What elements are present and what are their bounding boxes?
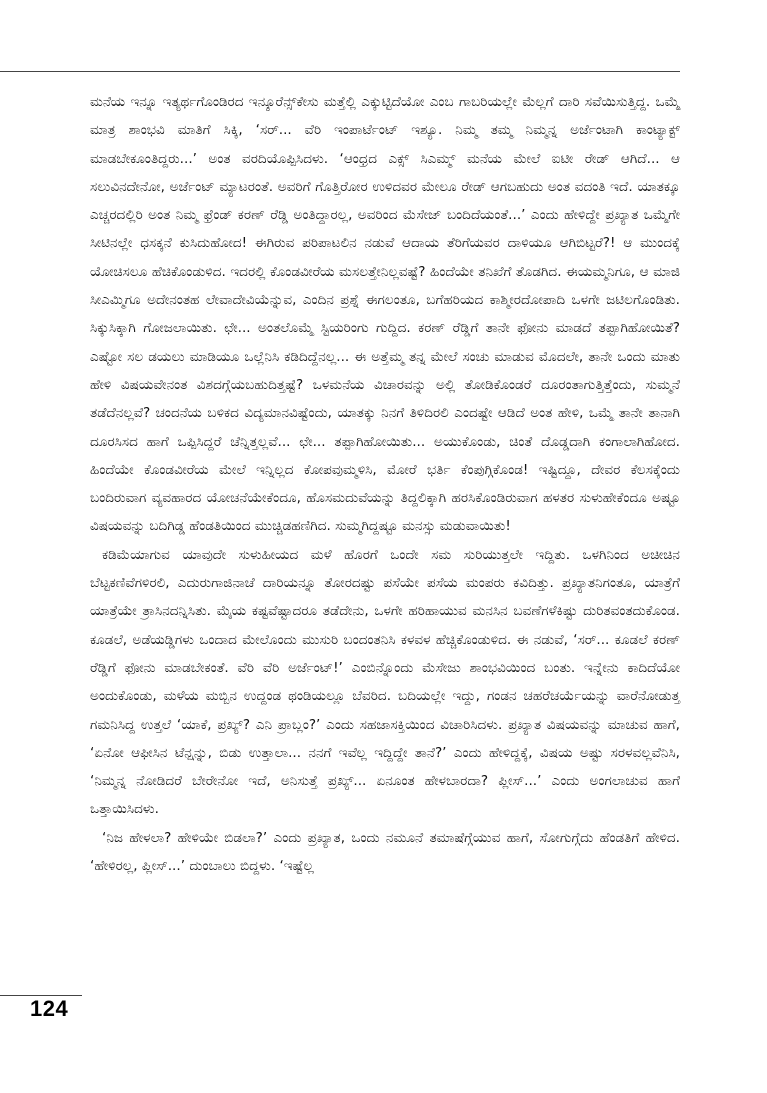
paragraph-2: ಕಡಿಮೆಯಾಗುವ ಯಾವುದೇ ಸುಳುಹೀಯದ ಮಳೆ ಹೊರಗೆ ಒಂದೇ ಸಮ ಸುರಿಯುತ್ತಲೇ ಇದ್ದಿತು. ಒಳಗಿನಿಂದ ಅಚೀಚಿನ ಬೆಟ್ಟಕಣಿವೆಗಳಿರಲಿ, ಎದುರುಗಾಜಿನಾಚೆ ದಾರಿಯನ್ನೂ ತೋರದಷ್ಟು ಪಸೆಯೇ ಪಸೆಯ ಮಂಪರು ಕವಿದಿತ್ತು. ಪ್ರಖ್ಯಾತನಿಗಂತೂ, ಯಾತ್ರೆಗೆ ಯಾತ್ರೆಯೇ ತ್ರಾಸಿನದನ್ನಿಸಿತು. ಮೈಯ ಕಷ್ಟವೆಷ್ಟಾದರೂ ತಡೆದೇನು, ಒಳಗೇ ಹರಿಹಾಯುವ ಮನಸಿನ ಬವಣೆಗಳೆಕಿಷ್ಟು ದುರಿತವಂತದುಕೊಂಡ. ಕೂಡಲೆ, ಅಡೆಯಡ್ಡಿಗಳು ಒಂದಾದ ಮೇಲೊಂದು ಮುಸುರಿ ಬಂದಂತನಿಸಿ ಕಳವಳ ಹೆಚ್ಚಿಕೊಂಡುಳಿದ. ಈ ನಡುವೆ, ‘ಸರ್... ಕೂಡಲೆ ಕರಣ್ ರೆಡ್ಡಿಗೆ ಫೋನು ಮಾಡಬೇಕಂತೆ. ವೆರಿ ವೆರಿ ಅರ್ಜೆಂಟ್!’ ಎಂಬಿನ್ನೊಂದು ಮೆಸೇಜು ಶಾಂಭವಿಯಿಂದ ಬಂತು. ಇನ್ನೇನು ಕಾದಿದೆಯೋ ಅಂದುಕೊಂಡು, ಮಳೆಯ ಮಬ್ಬಿನ ಉದ್ದಂಡ ಥಂಡಿಯಲ್ಲೂ ಬೆವರಿದ. ಬದಿಯಲ್ಲೇ ಇದ್ದು, ಗಂಡನ ಚಹರೆಚರ್ಯೆಯನ್ನು ವಾರೆನೋಡುತ್ತ ಗಮನಿಸಿದ್ದ ಉತ್ತಲೆ ‘ಯಾಕೆ, ಪ್ರಖ್ಯ್? ಎನಿ ಪ್ರಾಬ್ಲಂ?’ ಎಂದು ಸಹಜಾಸಕ್ತಿಯಿಂದ ವಿಚಾರಿಸಿದಳು. ಪ್ರಖ್ಯಾತ ವಿಷಯವನ್ನು ಮಾಚುವ ಹಾಗೆ, ‘ಏನೋ ಆಫೀಸಿನ ಟೆನ್ಷನ್ನು, ಬಿಡು ಉತ್ತಾಲಾ... ನನಗೆ ಇವೆಲ್ಲ ಇದ್ದಿದ್ದೇ ತಾನೆ?’ ಎಂದು ಹೇಳಿದ್ದಕ್ಕೆ, ವಿಷಯ ಅಷ್ಟು ಸರಳವಲ್ಲವೆನಿಸಿ, ‘ನಿಮ್ಮನ್ನ ನೋಡಿದರೆ ಬೇರೇನೋ ಇದೆ, ಅನಿಸುತ್ತೆ ಪ್ರಖ್ಯ್... ಏನೂಂತ ಹೇಳಬಾರದಾ? ಪ್ಲೀಸ್...’ ಎಂದು ಅಂಗಲಾಚುವ ಹಾಗೆ ಒತ್ತಾಯಿಸಿದಳು. — [90, 546, 680, 818]
paragraph-1: ಮನೆಯ ಇನ್ನೂ ಇತ್ಯರ್ಥಗೊಂಡಿರದ ಇನ್ಶೂರೆನ್ಸ್‌ಕೇಸು ಮತ್ತೆಲ್ಲಿ ಎಕ್ಕುಟ್ಟಿದೆಯೋ ಎಂಬ ಗಾಬರಿಯಲ್ಲೇ ಮೆಲ್ಲಗೆ ದಾರಿ ಸವೆಯಿಸುತ್ತಿದ್ದ. ಒಮ್ಮೆ ಮಾತ್ರ ಶಾಂಭವಿ ಮಾತಿಗೆ ಸಿಕ್ಕಿ, ‘ಸರ್... ವೆರಿ ಇಂಪಾರ್ಟೆಂಟ್ ಇಶ್ಯೂ. ನಿಮ್ಮ ತಮ್ಮ ನಿಮ್ಮನ್ನ ಅರ್ಜೆಂಟಾಗಿ ಕಾಂಟ್ಯಾಕ್ಟ್ ಮಾಡಬೇಕೂಂತಿದ್ದರು...’ ಅಂತ ವರದಿಯೊಪ್ಪಿಸಿದಳು. ‘ಆಂಧ್ರದ ಎಕ್ಸ್ ಸಿಎಮ್ಮ್ ಮನೆಯ ಮೇಲೆ ಐಟೀ ರೇಡ್ ಆಗಿದೆ... ಆ ಸಲುವಿನದೇನೋ, ಅರ್ಜೆಂಟ್ ಮ್ಯಾಟರಂತೆ. ಅವರಿಗೆ ಗೊತ್ತಿರೋರ ಉಳಿದವರ ಮೇಲೂ ರೇಡ್ ಆಗಬಹುದು ಅಂತ ವದಂತಿ ಇದೆ. ಯಾತಕ್ಕೂ ಎಚ್ಚರದಲ್ಲಿರಿ ಅಂತ ನಿಮ್ಮ ಫ್ರೆಂಡ್ ಕರಣ್ ರೆಡ್ಡಿ ಅಂತಿದ್ದಾರಲ್ಲ, ಅವರಿಂದ ಮೆಸೇಜ್ ಬಂದಿದೆಯಂತೆ...’ ಎಂದು ಹೇಳಿದ್ದೇ ಪ್ರಖ್ಯಾತ ಒಮ್ಮೆಗೇ ಸೀಟಿನಲ್ಲೇ ಧಸಕ್ಕನೆ ಕುಸಿದುಹೋದ! ಈಗಿರುವ ಪರಿಪಾಟಲಿನ ನಡುವೆ ಆದಾಯ ತೆರಿಗೆಯವರ ದಾಳಿಯೂ ಆಗಿಬಿಟ್ಟರೆ?! ಆ ಮುಂದಕ್ಕೆ ಯೋಚಿಸಲೂ ಹೆಚಿಕೊಂಡುಳಿದ. ಇದರಲ್ಲಿ ಕೊಂಡವೀರೆಯ ಮಸಲತ್ತೇನಿಲ್ಲವಷ್ಟೆ? ಹಿಂದೆಯೇ ತನಿಖೆಗೆ ತೊಡಗಿದ. ಈಯಮ್ಮನಿಗೂ, ಆ ಮಾಜಿ ಸೀಎಮ್ಮಿಗೂ ಅದೇನಂತಹ ಲೇವಾದೇವಿಯೆನ್ನುವ, ಎಂದಿನ ಪ್ರಶ್ನೆ ಈಗಲಂತೂ, ಬಗೆಹರಿಯದ ಕಾಶ್ಮೀರದೋಪಾದಿ ಒಳಗೇ ಜಟಿಲಗೊಂಡಿತು. ಸಿಕ್ಕುಸಿಕ್ಕಾಗಿ ಗೋಜಲಾಯಿತು. ಛೇ... ಅಂತಲೊಮ್ಮೆ ಸ್ಟಿಯರಿಂಗು ಗುದ್ದಿದ. ಕರಣ್ ರೆಡ್ಡಿಗೆ ತಾನೇ ಫೋನು ಮಾಡದೆ ತಪ್ಪಾಗಿಹೋಯಿತೆ? ಎಷ್ಟೋ ಸಲ ಡಯಲು ಮಾಡಿಯೂ ಒಲ್ಲೆನಿಸಿ ಕಡಿದಿದ್ದೆನಲ್ಲ... ಈ ಅತ್ತೆಮ್ಮ ತನ್ನ ಮೇಲೆ ಸಂಚು ಮಾಡುವ ಮೊದಲೇ, ತಾನೇ ಒಂದು ಮಾತು ಹೇಳಿ ವಿಷಯವೇನಂತ ವಿಶದಗ್ಗೆಯಬಹುದಿತ್ತಷ್ಟೆ? ಒಳಮನೆಯ ವಿಚಾರವನ್ನು ಅಲ್ಲಿ ತೋಡಿಕೊಂಡರೆ ದೂರಂತಾಗುತ್ತಿತ್ತೆಂದು, ಸುಮ್ಮನೆ ತಡೆದೆನಲ್ಲವೆ? ಚಂದನೆಯ ಬಳಿಕದ ವಿದ್ಯಮಾನವಿಷ್ಟೆಂದು, ಯಾತಕ್ಕು ನಿನಗೆ ತಿಳಿದಿರಲಿ ಎಂದಷ್ಟೇ ಆಡಿದೆ ಅಂತ ಹೇಳಿ, ಒಮ್ಮೆ ತಾನೇ ತಾನಾಗಿ ದೂರಸಿಸದ ಹಾಗೆ ಒಪ್ಪಿಸಿದ್ದರೆ ಚೆನ್ನಿತ್ತಲ್ಲವೆ... ಛೇ... ತಪ್ಪಾಗಿಹೋಯಿತು... ಅಯುಕೊಂಡು, ಚಿಂತೆ ದೊಡ್ಡದಾಗಿ ಕಂಗಾಲಾಗಿಹೋದ. ಹಿಂದೆಯೇ ಕೊಂಡವೀರೆಯ ಮೇಲೆ ಇನ್ನಿಲ್ಲದ ಕೋಪವುಮ್ಮಳಿಸಿ, ಮೋರೆ ಭರ್ತಿ ಕೆಂಪುಗ್ಗಿಕೊಂಡ! ಇಷ್ಟಿದ್ದೂ, ದೇವರ ಕೆಲಸಕ್ಕೆಂದು ಬಂದಿರುವಾಗ ವ್ಯವಹಾರದ ಯೋಚನೆಯೇಕೆಂದೂ, ಹೊಸಮದುವೆಯನ್ನು ತಿದ್ದಲಿಕ್ಕಾಗಿ ಹರಸಿಕೊಂಡಿರುವಾಗ ಹಳತರ ಸುಳುಹೇಕೆಂದೂ ಅಷ್ಟೂ ವಿಷಯವನ್ನು ಬದಿಗಿಡ್ಡ ಹೆಂಡತಿಯಿಂದ ಮುಚ್ಚಿಡಹಣಿಗಿದ. ಸುಮ್ಮಗಿದ್ದಷ್ಟೂ ಮನಸ್ಸು ಮಡುವಾಯಿತು! — [90, 94, 680, 535]
page-number: 124 — [30, 996, 69, 1021]
body-text — [90, 88, 680, 880]
header-rule — [0, 71, 680, 72]
paragraph-3: ‘ನಿಜ ಹೇಳಲಾ? ಹೇಳಿಯೇ ಬಿಡಲಾ?’ ಎಂದು ಪ್ರಖ್ಯಾತ, ಒಂದು ನಮೂನೆ ತಮಾಷೆಗ್ಗೆಯುವ ಹಾಗೆ, ಸೋಗುಗ್ಗೆದು ಹೆಂಡತಿಗೆ ಹೇಳಿದ. ‘ಹೇಳಿರಲ್ಲ, ಪ್ಲೀಸ್...’ ದುಂಬಾಲು ಬಿದ್ದಳು. ‘ಇಷ್ಟೆಲ್ಲ — [90, 829, 680, 875]
